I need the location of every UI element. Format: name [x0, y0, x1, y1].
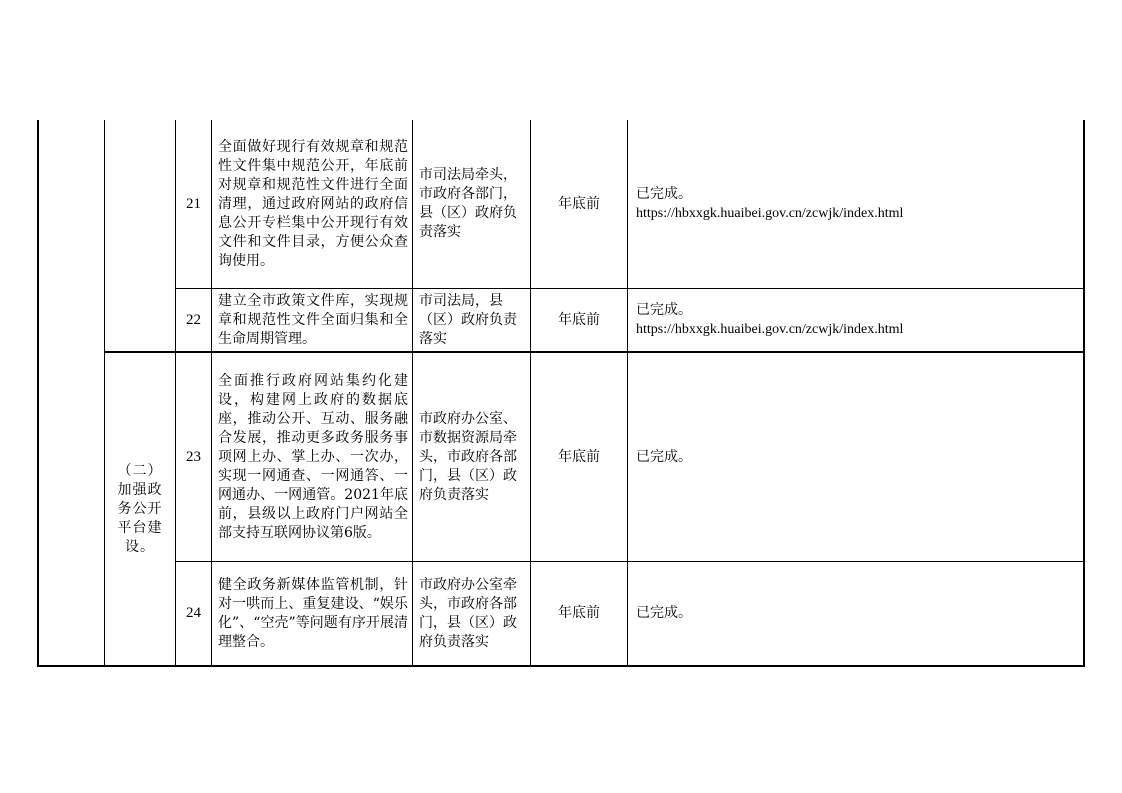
department-text: 市政府办公室牵头，市政府各部门，县（区）政府负责落实	[419, 576, 517, 650]
table-border-left	[37, 120, 39, 667]
status-cell	[628, 353, 1083, 561]
row-number-text: 22	[186, 311, 201, 328]
status-cell	[628, 289, 1083, 351]
status-text: 已完成。	[636, 605, 692, 621]
status-text: 已完成。	[636, 448, 692, 465]
row-number-text: 21	[186, 195, 201, 212]
department-cell	[413, 120, 530, 288]
department-cell	[413, 353, 530, 561]
deadline-cell	[531, 289, 627, 351]
task-cell	[212, 353, 412, 561]
task-cell	[212, 289, 412, 351]
status-text: 已完成。	[636, 186, 692, 202]
table-border-bottom	[37, 665, 1085, 667]
task-text: 全面做好现行有效规章和规范性文件集中规范公开，年底前对规章和规范性文件进行全面清理，通过政府网站的政府信息公开专栏集中公开现行有效文件和文件目录，方便公众查询使用。	[218, 138, 408, 269]
row-number	[176, 353, 211, 561]
row-number	[176, 289, 211, 351]
status-text: 已完成。	[636, 302, 692, 318]
task-text: 全面推行政府网站集约化建设，构建网上政府的数据底座，推动公开、互动、服务融合发展，推动更多政务服务事项网上办、掌上办、一次办，实现一网通查、一网通答、一网通办、一网通管。2021年底前，县级以上政府门户网站全部支持互联网协议第6版。	[218, 372, 408, 541]
row-number-text: 24	[186, 605, 201, 621]
category-cell	[105, 353, 175, 665]
department-cell	[413, 289, 530, 351]
department-text: 市司法局牵头，市政府各部门，县（区）政府负责落实	[419, 167, 517, 240]
task-cell	[212, 120, 412, 288]
deadline-text: 年底前	[558, 605, 600, 621]
deadline-text: 年底前	[558, 311, 600, 328]
task-text: 健全政务新媒体监管机制，针对一哄而上、重复建设、“娱乐化”、“空壳”等问题有序开展清理整合。	[218, 576, 408, 650]
policy-library-link[interactable]: https://hbxxgk.huaibei.gov.cn/zcwjk/index.html	[636, 322, 904, 337]
row-number	[176, 562, 211, 665]
status-cell	[628, 120, 1083, 288]
task-cell	[212, 562, 412, 665]
deadline-text: 年底前	[558, 448, 600, 465]
department-cell	[413, 562, 530, 665]
policy-library-link[interactable]: https://hbxxgk.huaibei.gov.cn/zcwjk/index.html	[636, 206, 904, 221]
deadline-text: 年底前	[558, 195, 600, 212]
deadline-cell	[531, 120, 627, 288]
row-number-text: 23	[186, 448, 201, 465]
row-number	[176, 120, 211, 288]
table-border-right	[1083, 120, 1085, 667]
department-text: 市政府办公室、市数据资源局牵头，市政府各部门，县（区）政府负责落实	[419, 410, 517, 503]
task-text: 建立全市政策文件库，实现规章和规范性文件全面归集和全生命周期管理。	[218, 292, 408, 347]
deadline-cell	[531, 353, 627, 561]
deadline-cell	[531, 562, 627, 665]
status-cell	[628, 562, 1083, 665]
category-label: （二）加强政务公开平台建设。	[117, 462, 163, 555]
department-text: 市司法局，县（区）政府负责落实	[419, 292, 517, 347]
